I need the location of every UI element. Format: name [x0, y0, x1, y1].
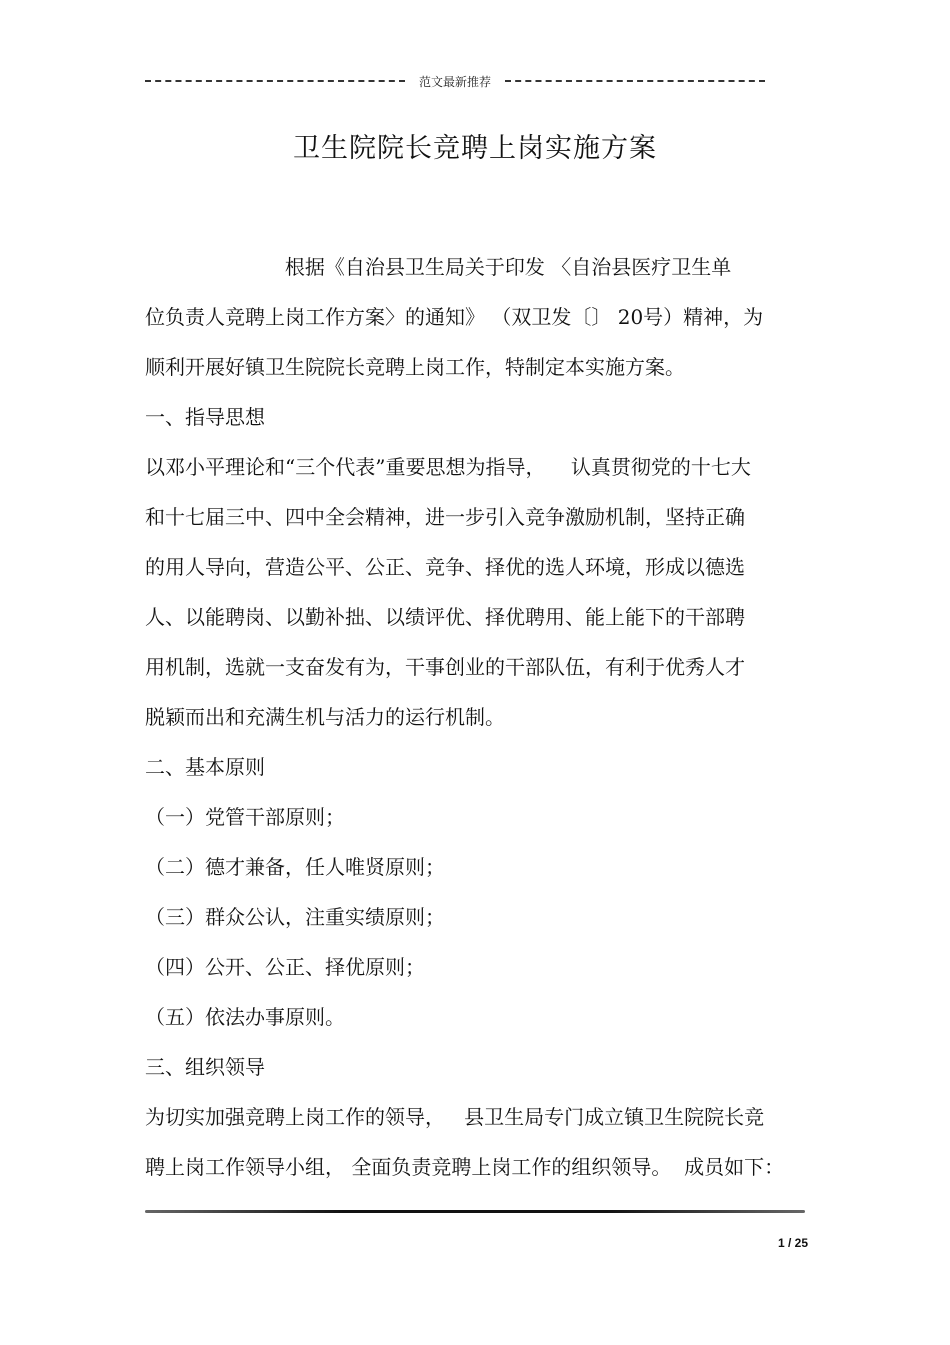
header-dash-right	[505, 80, 765, 82]
list-item: （一）党管干部原则；	[145, 805, 345, 829]
body-line: 人、以能聘岗、以勤补拙、以绩评优、择优聘用、能上能下的干部聘	[145, 605, 745, 629]
body-line: 脱颖而出和充满生机与活力的运行机制。	[145, 705, 505, 729]
body-line: 用机制，选就一支奋发有为，干事创业的干部队伍，有利于优秀人才	[145, 655, 745, 679]
header-label: 范文最新推荐	[419, 74, 492, 89]
body-line: 位负责人竞聘上岗工作方案〉的通知》 （双卫发〔〕 20号）精神，为	[145, 305, 764, 329]
section-heading: 三、组织领导	[145, 1055, 265, 1079]
footer-divider	[145, 1210, 805, 1213]
section-heading: 一、指导思想	[145, 405, 265, 429]
body-line: 以邓小平理论和“三个代表”重要思想为指导， 认真贯彻党的十七大	[145, 455, 751, 479]
list-item: （五）依法办事原则。	[145, 1005, 345, 1029]
page-header	[145, 72, 765, 90]
header-dash-left	[145, 80, 405, 82]
section-heading: 二、基本原则	[145, 755, 265, 779]
body-line: 的用人导向，营造公平、公正、竞争、择优的选人环境，形成以德选	[145, 555, 745, 579]
document-title: 卫生院院长竞聘上岗实施方案	[293, 133, 657, 164]
body-line: 聘上岗工作领导小组， 全面负责竞聘上岗工作的组织领导。 成员如下：	[145, 1155, 785, 1179]
body-line: 根据《自治县卫生局关于印发 〈自治县医疗卫生单	[145, 255, 732, 279]
body-line: 和十七届三中、四中全会精神，进一步引入竞争激励机制，坚持正确	[145, 505, 745, 529]
body-line: 为切实加强竞聘上岗工作的领导， 县卫生局专门成立镇卫生院院长竞	[145, 1105, 765, 1129]
list-item: （二）德才兼备，任人唯贤原则；	[145, 855, 445, 879]
page-number: 1 / 25	[777, 1236, 808, 1250]
list-item: （三）群众公认，注重实绩原则；	[145, 905, 445, 929]
list-item: （四）公开、公正、择优原则；	[145, 955, 425, 979]
body-line: 顺利开展好镇卫生院院长竞聘上岗工作，特制定本实施方案。	[145, 355, 685, 379]
